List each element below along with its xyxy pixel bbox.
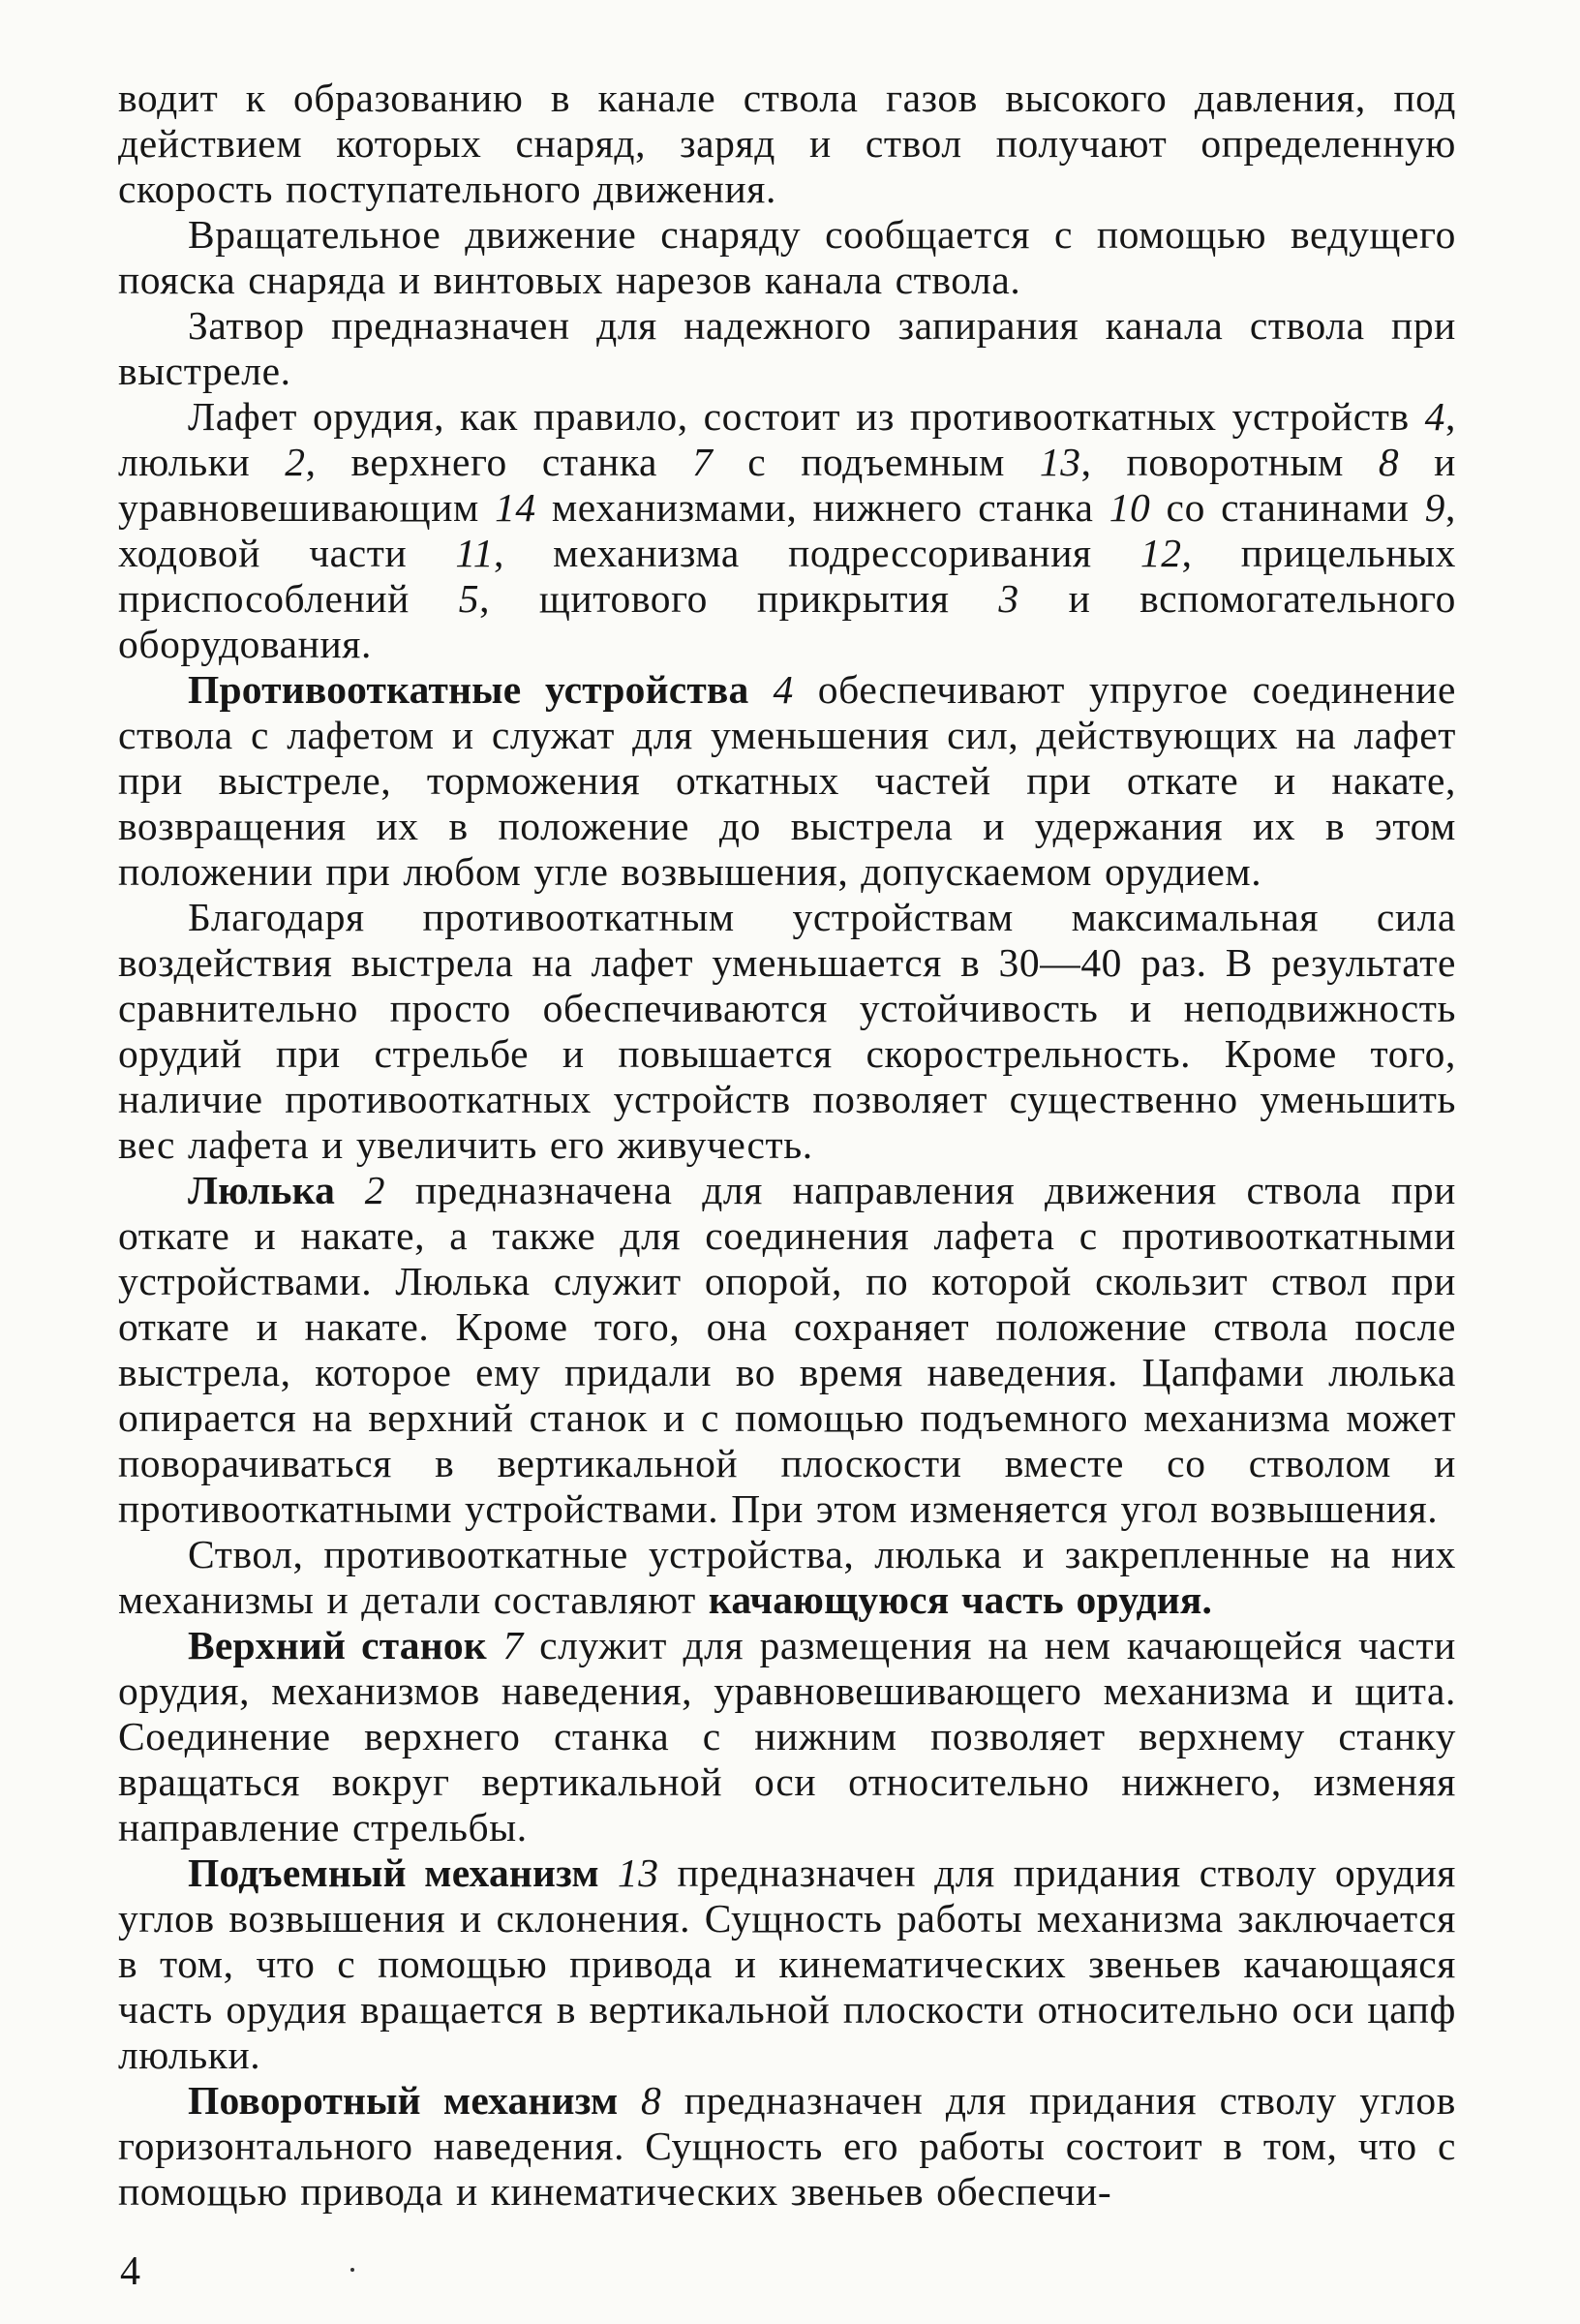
figure-ref-number: 7 — [692, 440, 714, 484]
figure-ref-number: 4 — [773, 667, 794, 712]
paragraph — [118, 212, 1456, 303]
term-heading: Поворотный механизм — [188, 2078, 619, 2123]
text-run — [599, 1850, 618, 1895]
text-run: предназначен для придания стволу орудия углов возвышения и склонения. Сущность работы механизма заключается в том, что с помощью привода и кинематических звеньев качающаяся часть орудия вращается в вертикальной плоскости относительно оси цапф люльки. — [118, 1850, 1456, 2077]
text-run: , верхнего станка — [305, 440, 692, 484]
text-run: с подъемным — [713, 440, 1040, 484]
figure-ref-number: 12 — [1139, 531, 1182, 575]
paragraph — [118, 1623, 1456, 1850]
text-run: , прицельных приспособлений — [118, 531, 1456, 621]
term-heading: качающуюся часть орудия. — [708, 1577, 1213, 1622]
paragraph — [118, 1168, 1456, 1532]
text-run: , механизма подрессоривания — [494, 531, 1140, 575]
paragraph — [118, 667, 1456, 895]
paragraph — [118, 303, 1456, 394]
figure-ref-number: 14 — [495, 485, 536, 530]
figure-ref-number: 7 — [502, 1623, 524, 1667]
text-run — [487, 1623, 502, 1667]
term-heading: Подъемный механизм — [188, 1850, 599, 1895]
page-number: 4 — [120, 2249, 140, 2294]
text-run: механизмами, нижнего станка — [535, 485, 1109, 530]
paragraph — [118, 76, 1456, 212]
figure-ref-number: 8 — [1378, 440, 1400, 484]
text-run: Вращательное движение снаряду сообщается с помощью ведущего пояска снаряда и винтовых нарезов канала ствола. — [118, 212, 1456, 302]
text-run: обеспечивают упругое соединение ствола с лафетом и служат для уменьшения сил, действующих на лафет при выстреле, торможения откатных частей при откате и накате, возвращения их в положение до выстрела и удержания их в этом положении при любом угле возвышения, допускаемом орудием. — [118, 667, 1456, 894]
text-column — [118, 76, 1456, 2215]
figure-ref-number: 10 — [1109, 485, 1151, 530]
text-run: Благодаря противооткатным устройствам максимальная сила воздействия выстрела на лафет уменьшается в 30—40 раз. В результате сравнительно просто обеспечиваются устойчивость и неподвижность орудий при стрельбе и повышается скорострельность. Кроме того, наличие противооткатных устройств позволяет существенно уменьшить вес лафета и увеличить его живучесть. — [118, 895, 1456, 1167]
paragraph — [118, 895, 1456, 1168]
text-run: Затвор предназначен для надежного запирания канала ствола при выстреле. — [118, 303, 1456, 393]
text-run: предназначена для направления движения ствола при откате и накате, а также для соединения лафета с противооткатными устройствами. Люлька служит опорой, по которой скользит ствол при откате и накате. Кроме того, она сохраняет положение ствола после выстрела, которое ему придали во время наведения. Цапфами люлька опирается на верхний станок и с помощью подъемного механизма может поворачиваться в вертикальной плоскости вместе со стволом и противооткатными устройствами. При этом изменяется угол возвышения. — [118, 1168, 1456, 1531]
term-heading: Противооткатные устройства — [188, 667, 749, 712]
text-run: и уравновешивающим — [118, 440, 1456, 530]
print-speck — [350, 2268, 354, 2272]
figure-ref-number: 5 — [458, 576, 480, 621]
figure-ref-number: 8 — [640, 2078, 662, 2123]
text-run — [335, 1168, 365, 1212]
paragraph — [118, 394, 1456, 667]
text-run: , поворотным — [1080, 440, 1379, 484]
figure-ref-number: 4 — [1424, 394, 1446, 439]
figure-ref-number: 3 — [998, 576, 1019, 621]
text-run: , щитового прикрытия — [479, 576, 999, 621]
text-run: , ходовой части — [118, 485, 1456, 575]
paragraph — [118, 1850, 1456, 2078]
text-run — [618, 2078, 641, 2123]
page-body — [118, 76, 1456, 2215]
figure-ref-number: 2 — [285, 440, 306, 484]
text-run: служит для размещения на нем качающейся части орудия, механизмов наведения, уравновешивающего механизма и щита. Соединение верхнего станка с нижним позволяет верхнему станку вращаться вокруг вертикальной оси относительно нижнего, изменяя направление стрельбы. — [118, 1623, 1456, 1850]
paragraph — [118, 2078, 1456, 2215]
term-heading: Верхний станок — [188, 1623, 487, 1667]
figure-ref-number: 13 — [617, 1850, 659, 1895]
text-run: со станинами — [1150, 485, 1425, 530]
text-run: Лафет орудия, как правило, состоит из противооткатных устройств — [188, 394, 1425, 439]
text-run: Ствол, противооткатные устройства, люлька и закрепленные на них механизмы и детали составляют — [118, 1532, 1456, 1622]
text-run: и вспомогательного оборудования. — [118, 576, 1456, 666]
text-run: предназначен для придания стволу углов горизонтального наведения. Сущность его работы состоит в том, что с помощью привода и кинематических звеньев обеспечи- — [118, 2078, 1456, 2214]
figure-ref-number: 9 — [1424, 485, 1445, 530]
term-heading: Люлька — [188, 1168, 336, 1212]
figure-ref-number: 11 — [455, 531, 495, 575]
figure-ref-number: 2 — [364, 1168, 386, 1212]
paragraph — [118, 1532, 1456, 1623]
text-run — [748, 667, 773, 712]
text-run: , люльки — [118, 394, 1456, 484]
figure-ref-number: 13 — [1039, 440, 1081, 484]
text-run: водит к образованию в канале ствола газов высокого давления, под действием которых снаряд, заряд и ствол получают определенную скорость поступательного движения. — [118, 76, 1456, 211]
